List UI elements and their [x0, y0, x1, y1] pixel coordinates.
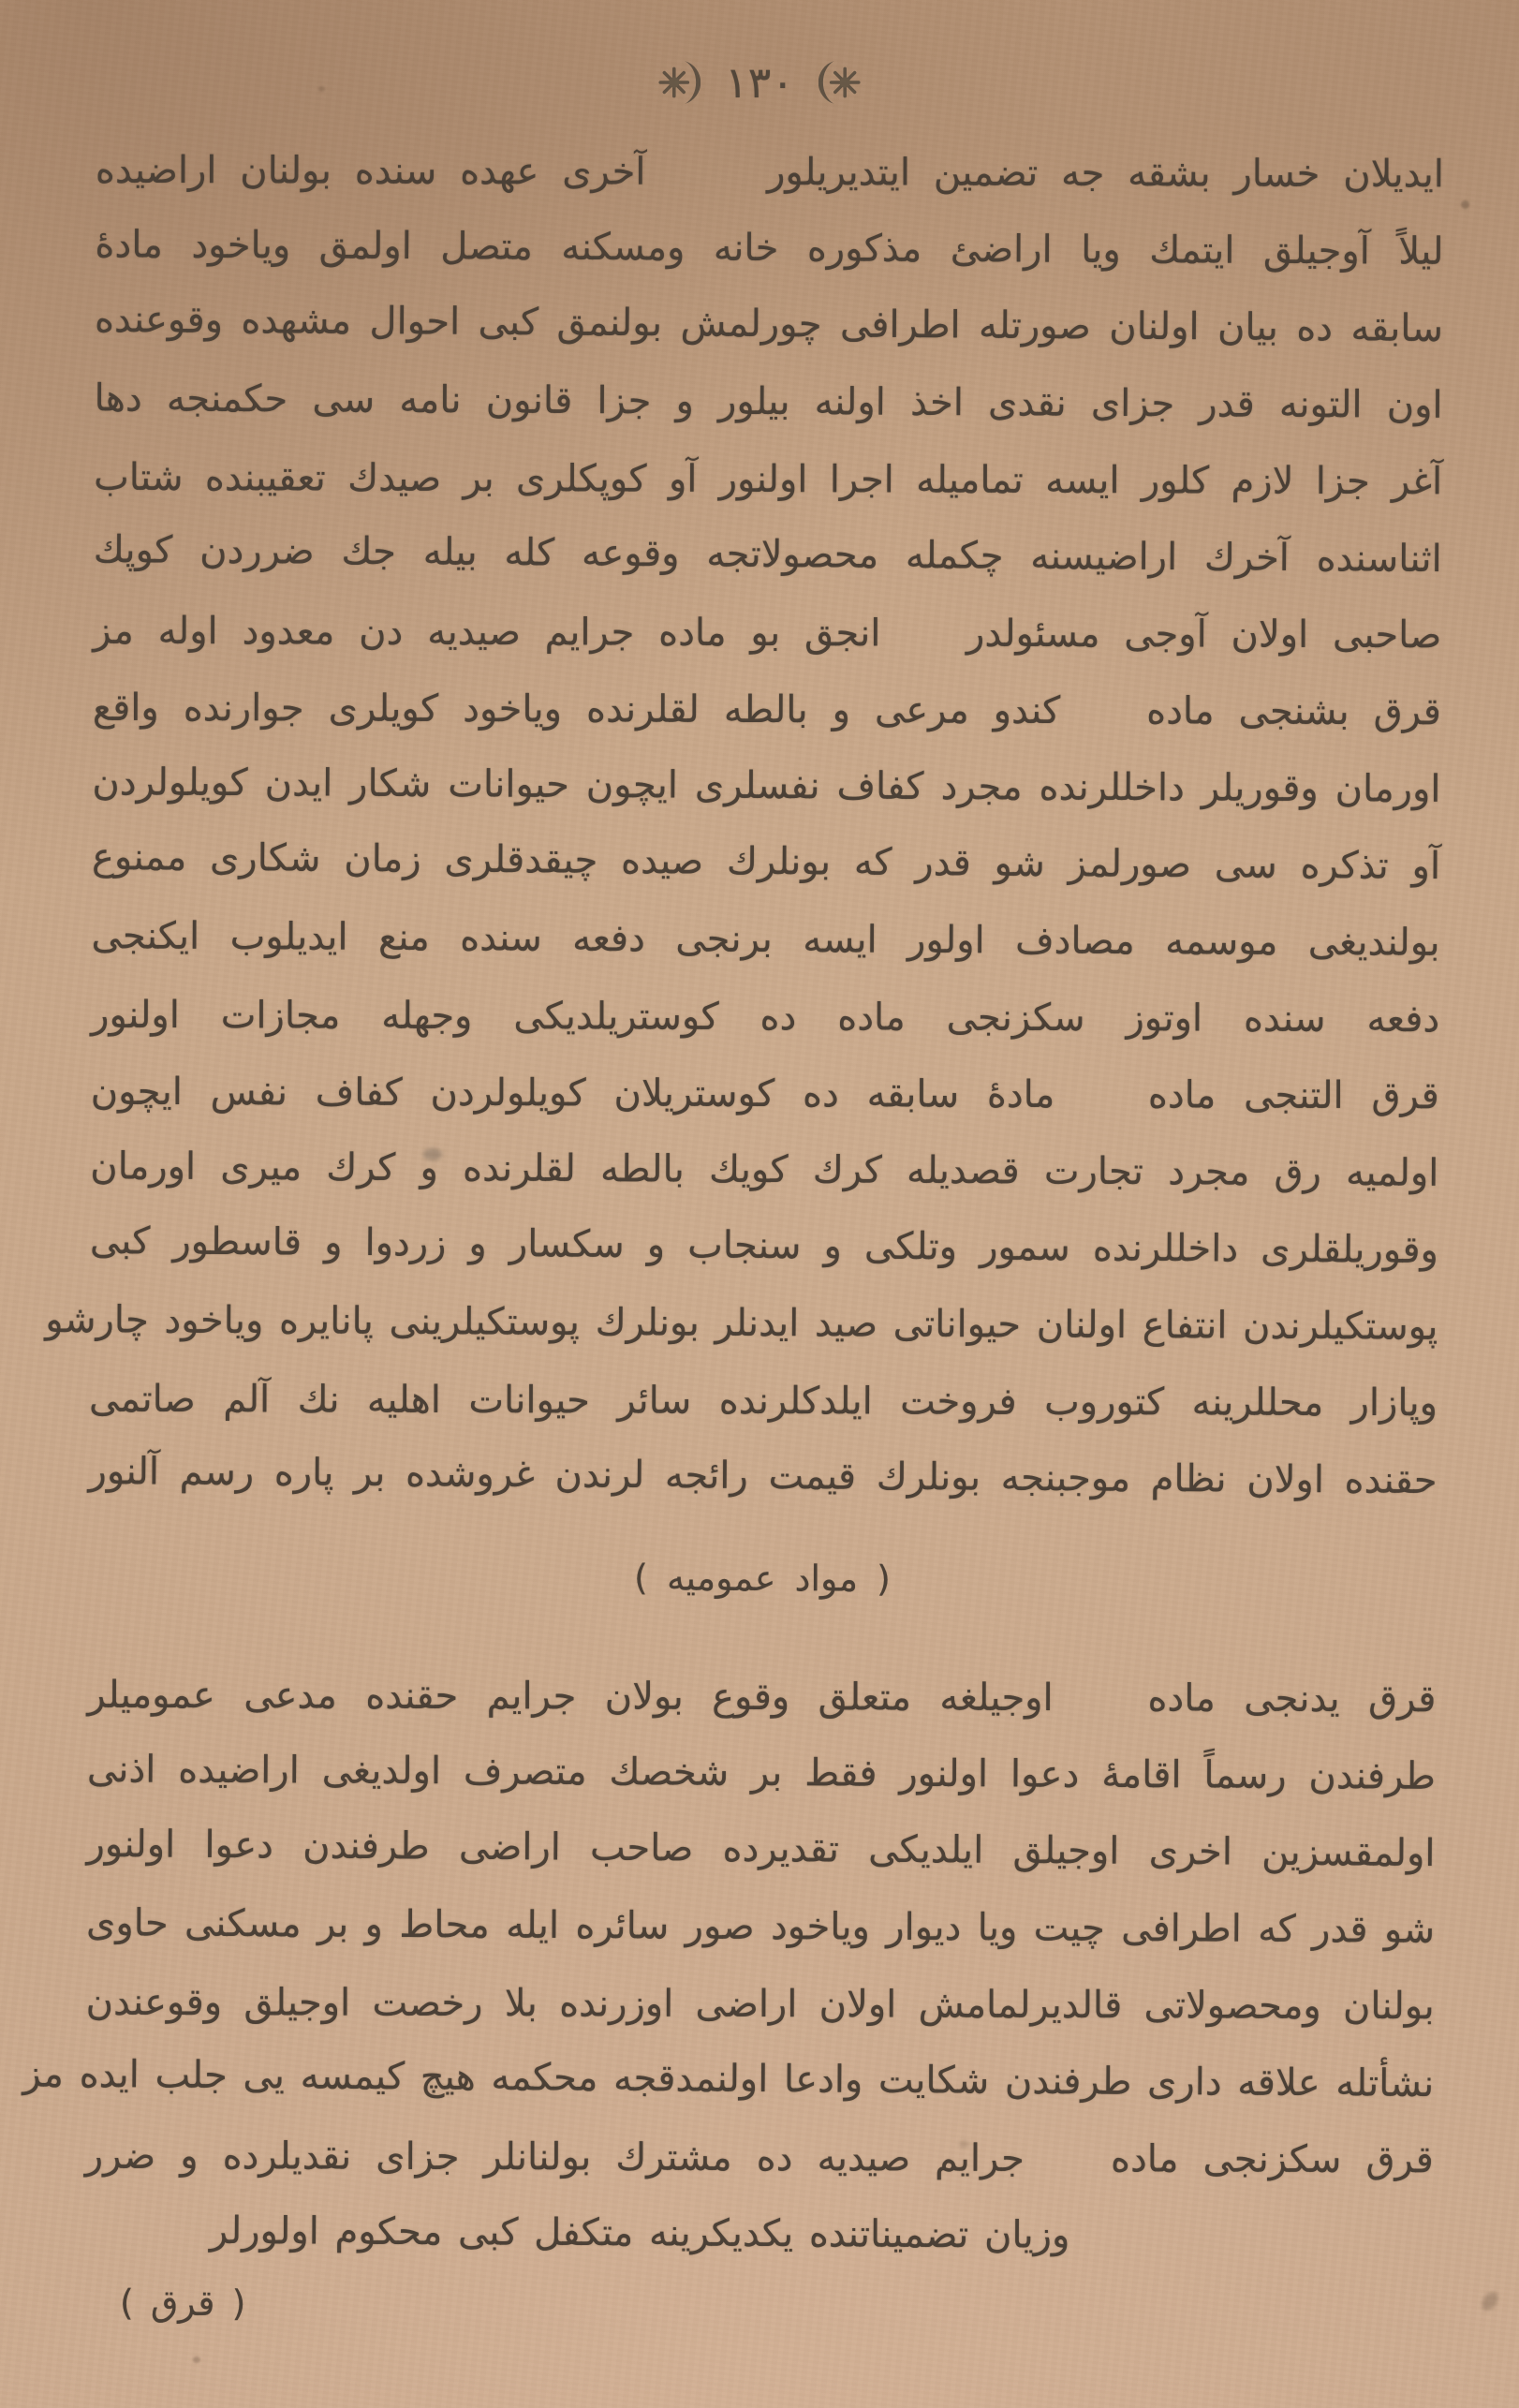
text-line: قرق التنجى ماده مادۀ سابقه ده كوستريلان كويلولردن كفاف نفس ايچون [90, 1070, 1439, 1118]
continuation-paragraph [93, 129, 1444, 674]
text-line: دفعه سنده اوتوز سكزنجى ماده ده كوستريلديكى وجهله مجازات اولنور [91, 993, 1440, 1041]
text-line: اثناسنده آخرك اراضيسنه چكمله محصولاتجه وقوعه كله بيله جك ضرردن كوپك [93, 528, 1442, 582]
text-line: اولميه رق مجرد تجارت قصديله كرك كويك بالطه لقلرنده و كرك ميرى اورمان [90, 1145, 1439, 1195]
text-line: سابقه ده بيان اولنان صورتله اطرافى چورلمش بولنمق كبى احوال مشهده وقوعنده [94, 298, 1444, 351]
article-47-paragraph [22, 1654, 1437, 2122]
catchword: ( قرق ) [119, 2282, 246, 2325]
text-line: وقوريلقلرى داخللرنده سمور وتلكى و سنجاب و سكسار و زردوا و قاسطور كبى [89, 1219, 1439, 1273]
article-45-paragraph [91, 667, 1441, 1058]
text-line: وزيان تضميناتنده يكديكرينه متكفل كبى محكوم اولورلر [209, 2209, 1070, 2257]
text-line: اورمان وقوريلر داخللرنده مجرد كفاف نفسلرى ايچون حيوانات شكار ايدن كويلولردن [92, 761, 1441, 811]
text-line: قرق بشنجى ماده كندو مرعى و بالطه لقلرنده وياخود كويلرى جوارنده واقع [92, 686, 1441, 734]
text-line: شو قدر كه اطرافى چيت ويا ديوار وياخود صور سائره ايله محاط و بر مسكنى حاوى [85, 1901, 1436, 1952]
article-46-paragraph [45, 1051, 1439, 1519]
text-line: بولنان ومحصولاتى قالديرلمامش اولان اراضى اوزرنده بلا رخصت اوجيلق وقوعندن [85, 1980, 1435, 2029]
text-line: قرق سكزنجى ماده جرايم صيديه ده مشترك بولنانلر جزاى نقديلرده و ضرر [84, 2134, 1434, 2182]
floral-crescent-ornament-icon [818, 59, 862, 106]
general-provisions-heading: ( مواد عموميه ) [634, 1557, 892, 1600]
text-line: آغر جزا لازم كلور ايسه تماميله اجرا اولنور آو كوپكلرى بر صيدك تعقيبنده شتاب [94, 455, 1443, 504]
article-48-paragraph [84, 2115, 1434, 2276]
text-line: اون التونه قدر جزاى نقدى اخذ اولنه بيلور و جزا قانون نامه سى حكمنجه دها [94, 377, 1443, 427]
text-line: ليلاً آوجيلق ايتمك ويا اراضئ مذكوره خانه ومسكنه متصل اولمق وياخود مادۀ [95, 223, 1444, 273]
text-line: نشأتله علاقه دارى طرفندن شكايت وادعا اولنمدقجه محكمه هيچ كيمسه يى جلب ايده مز [22, 2052, 1435, 2106]
text-block [0, 109, 1519, 2347]
text-line: ايديلان خسار بشقه جه تضمين ايتديريلور آخرى عهده سنده بولنان اراضيده [95, 148, 1444, 197]
page-header [0, 0, 1519, 112]
text-line: پوستكيلرندن انتفاع اولنان حيواناتى صيد ايدنلر بونلرك پوستكيلرينى پانايره وياخود چارشو [45, 1298, 1438, 1349]
text-line: وپازار محللرينه كتوروب فروخت ايلدكلرنده سائر حيوانات اهليه نك آلم صاتمى [88, 1377, 1438, 1426]
floral-crescent-ornament-icon [657, 59, 701, 106]
page-number: ١٣٠ [724, 57, 795, 108]
text-line: صاحبى اولان آوجى مسئولدر انجق بو ماده جرايم صيديه دن معدود اوله مز [93, 609, 1442, 657]
text-line: قرق يدنجى ماده اوجيلغه متعلق وقوع بولان جرايم حقنده مدعى عموميلر [87, 1673, 1437, 1721]
paper-stain [193, 2356, 200, 2363]
text-line: طرفندن رسماً اقامۀ دعوا اولنور فقط بر شخصك متصرف اولديغى اراضيده اذنى [86, 1748, 1437, 1798]
text-line: آو تذكره سى صورلمز شو قدر كه بونلرك صيده چيقدقلرى زمان شكارى ممنوع [91, 835, 1441, 889]
text-line: بولنديغى موسمه مصادف اولور ايسه برنجى دفعه سنده منع ايديلوب ايكنجى [91, 914, 1440, 965]
text-line: حقنده اولان نظام موجبنجه بونلرك قيمت رائجه لرندن غروشده بر پاره رسم آلنور [88, 1449, 1438, 1503]
text-line: اولمقسزين اخرى اوجيلق ايلديكى تقديرده صاحب اراضى طرفندن دعوا اولنور [86, 1822, 1436, 1876]
